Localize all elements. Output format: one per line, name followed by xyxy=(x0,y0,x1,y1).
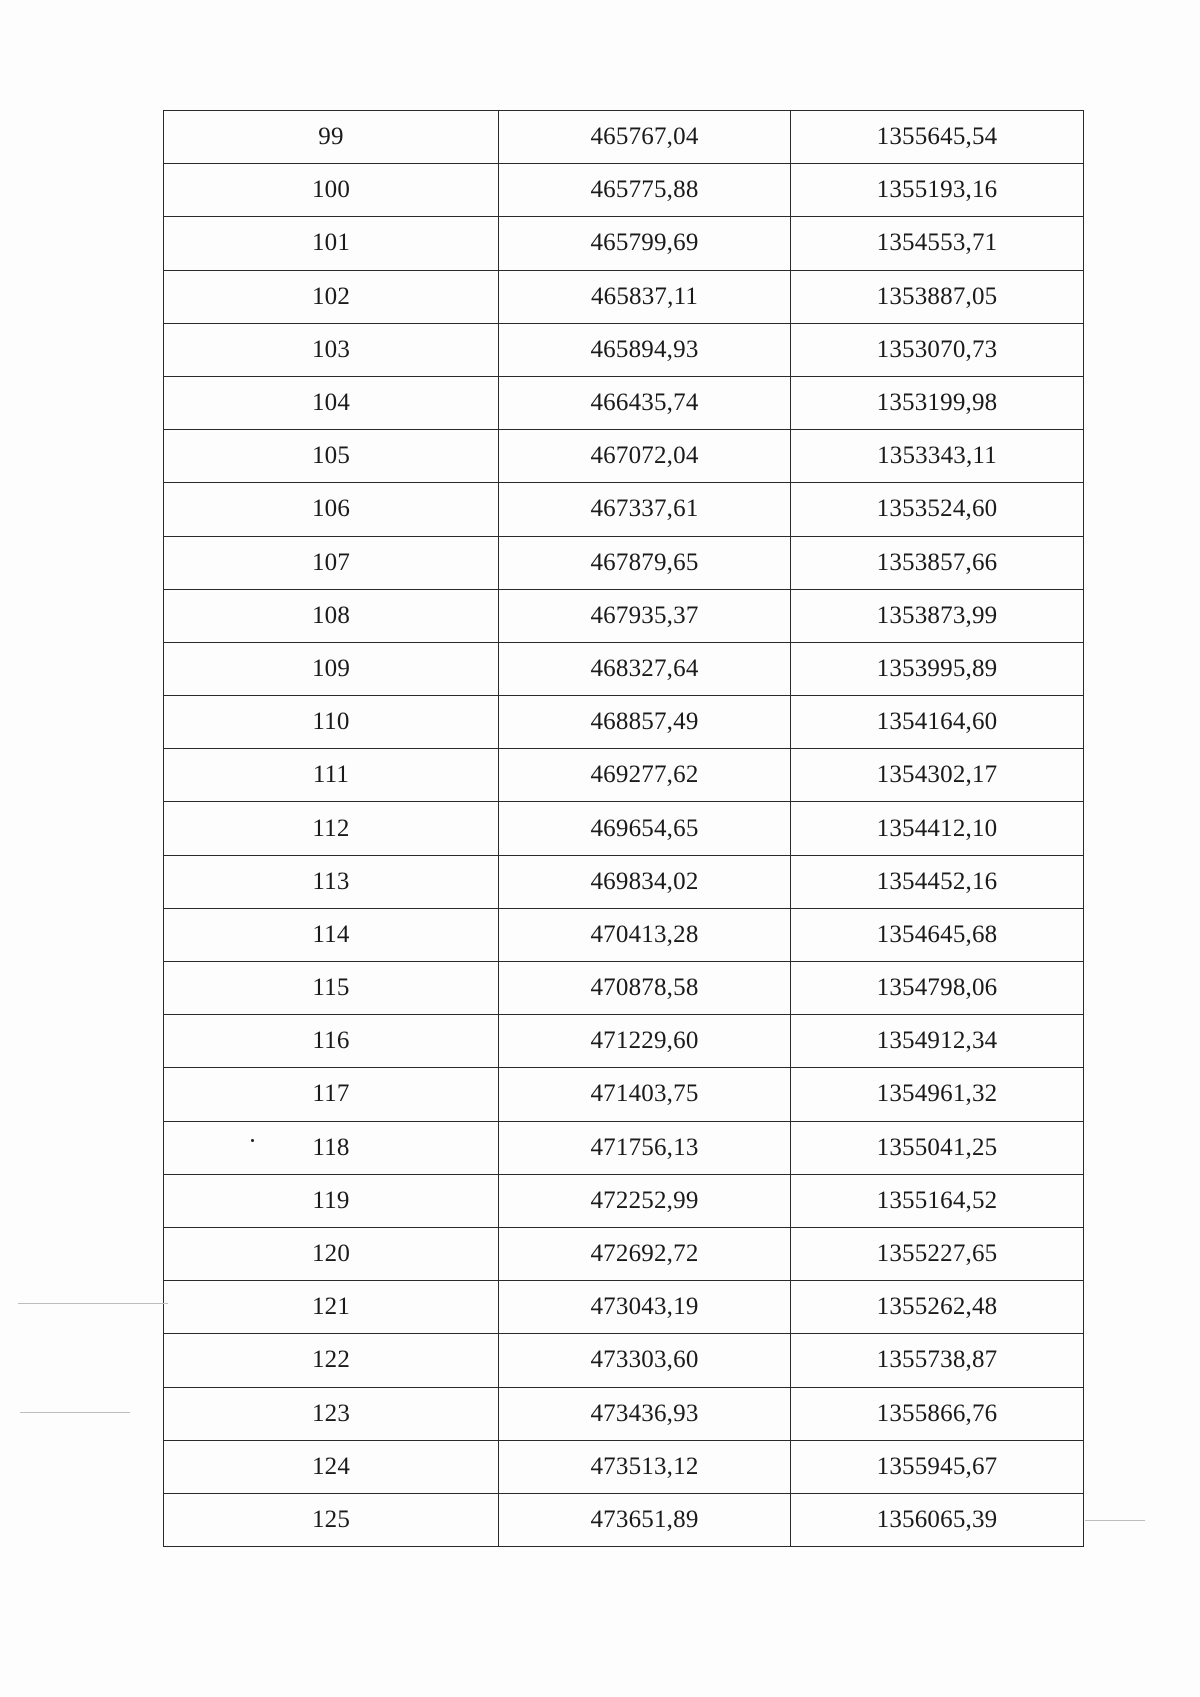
point-number-cell: 109 xyxy=(164,642,499,695)
table-row xyxy=(164,1440,1084,1493)
table-row xyxy=(164,111,1084,164)
x-coordinate-cell: 469277,62 xyxy=(499,749,791,802)
x-coordinate-cell: 467879,65 xyxy=(499,536,791,589)
point-number-cell: 111 xyxy=(164,749,499,802)
point-number-cell: 125 xyxy=(164,1493,499,1546)
y-coordinate-cell: 1353873,99 xyxy=(791,589,1084,642)
point-number-cell: 117 xyxy=(164,1068,499,1121)
scan-bleed-line xyxy=(18,1303,168,1304)
table-row xyxy=(164,536,1084,589)
table-row xyxy=(164,1227,1084,1280)
table-row xyxy=(164,1387,1084,1440)
point-number-cell: 120 xyxy=(164,1227,499,1280)
table-row xyxy=(164,589,1084,642)
table-row xyxy=(164,483,1084,536)
x-coordinate-cell: 468857,49 xyxy=(499,696,791,749)
x-coordinate-cell: 465894,93 xyxy=(499,323,791,376)
table-row xyxy=(164,908,1084,961)
scan-bleed-line xyxy=(1085,1520,1145,1521)
point-number-cell: 100 xyxy=(164,164,499,217)
x-coordinate-cell: 467337,61 xyxy=(499,483,791,536)
y-coordinate-cell: 1353199,98 xyxy=(791,376,1084,429)
x-coordinate-cell: 466435,74 xyxy=(499,376,791,429)
x-coordinate-cell: 465767,04 xyxy=(499,111,791,164)
point-number-cell: 119 xyxy=(164,1174,499,1227)
y-coordinate-cell: 1355227,65 xyxy=(791,1227,1084,1280)
point-number-cell: 124 xyxy=(164,1440,499,1493)
y-coordinate-cell: 1353995,89 xyxy=(791,642,1084,695)
y-coordinate-cell: 1355262,48 xyxy=(791,1281,1084,1334)
x-coordinate-cell: 473303,60 xyxy=(499,1334,791,1387)
table-row xyxy=(164,749,1084,802)
scan-speck xyxy=(251,1139,254,1142)
table-row xyxy=(164,217,1084,270)
coordinates-table xyxy=(163,110,1084,1547)
table-row xyxy=(164,962,1084,1015)
y-coordinate-cell: 1354553,71 xyxy=(791,217,1084,270)
x-coordinate-cell: 467935,37 xyxy=(499,589,791,642)
y-coordinate-cell: 1354164,60 xyxy=(791,696,1084,749)
y-coordinate-cell: 1354961,32 xyxy=(791,1068,1084,1121)
point-number-cell: 104 xyxy=(164,376,499,429)
point-number-cell: 106 xyxy=(164,483,499,536)
point-number-cell: 110 xyxy=(164,696,499,749)
x-coordinate-cell: 472692,72 xyxy=(499,1227,791,1280)
y-coordinate-cell: 1355164,52 xyxy=(791,1174,1084,1227)
x-coordinate-cell: 469654,65 xyxy=(499,802,791,855)
table-row xyxy=(164,164,1084,217)
point-number-cell: 113 xyxy=(164,855,499,908)
x-coordinate-cell: 473513,12 xyxy=(499,1440,791,1493)
point-number-cell: 101 xyxy=(164,217,499,270)
x-coordinate-cell: 473436,93 xyxy=(499,1387,791,1440)
y-coordinate-cell: 1354798,06 xyxy=(791,962,1084,1015)
table-row xyxy=(164,1281,1084,1334)
y-coordinate-cell: 1355041,25 xyxy=(791,1121,1084,1174)
y-coordinate-cell: 1354452,16 xyxy=(791,855,1084,908)
scan-bleed-line xyxy=(20,1412,130,1413)
y-coordinate-cell: 1353343,11 xyxy=(791,430,1084,483)
x-coordinate-cell: 465837,11 xyxy=(499,270,791,323)
y-coordinate-cell: 1353857,66 xyxy=(791,536,1084,589)
point-number-cell: 118 xyxy=(164,1121,499,1174)
point-number-cell: 112 xyxy=(164,802,499,855)
table-row xyxy=(164,696,1084,749)
y-coordinate-cell: 1354412,10 xyxy=(791,802,1084,855)
point-number-cell: 115 xyxy=(164,962,499,1015)
point-number-cell: 103 xyxy=(164,323,499,376)
point-number-cell: 99 xyxy=(164,111,499,164)
point-number-cell: 108 xyxy=(164,589,499,642)
table-row xyxy=(164,323,1084,376)
table-row xyxy=(164,270,1084,323)
x-coordinate-cell: 471756,13 xyxy=(499,1121,791,1174)
y-coordinate-cell: 1353887,05 xyxy=(791,270,1084,323)
point-number-cell: 107 xyxy=(164,536,499,589)
point-number-cell: 105 xyxy=(164,430,499,483)
x-coordinate-cell: 471403,75 xyxy=(499,1068,791,1121)
table-row xyxy=(164,376,1084,429)
coordinates-table-body xyxy=(164,111,1084,1547)
table-row xyxy=(164,430,1084,483)
table-row xyxy=(164,1068,1084,1121)
x-coordinate-cell: 473651,89 xyxy=(499,1493,791,1546)
x-coordinate-cell: 469834,02 xyxy=(499,855,791,908)
point-number-cell: 114 xyxy=(164,908,499,961)
point-number-cell: 121 xyxy=(164,1281,499,1334)
point-number-cell: 123 xyxy=(164,1387,499,1440)
y-coordinate-cell: 1354645,68 xyxy=(791,908,1084,961)
y-coordinate-cell: 1356065,39 xyxy=(791,1493,1084,1546)
x-coordinate-cell: 467072,04 xyxy=(499,430,791,483)
point-number-cell: 122 xyxy=(164,1334,499,1387)
x-coordinate-cell: 470878,58 xyxy=(499,962,791,1015)
y-coordinate-cell: 1355193,16 xyxy=(791,164,1084,217)
x-coordinate-cell: 465799,69 xyxy=(499,217,791,270)
y-coordinate-cell: 1353524,60 xyxy=(791,483,1084,536)
y-coordinate-cell: 1353070,73 xyxy=(791,323,1084,376)
table-row xyxy=(164,642,1084,695)
y-coordinate-cell: 1355738,87 xyxy=(791,1334,1084,1387)
x-coordinate-cell: 472252,99 xyxy=(499,1174,791,1227)
table-row xyxy=(164,1334,1084,1387)
y-coordinate-cell: 1355945,67 xyxy=(791,1440,1084,1493)
table-row xyxy=(164,802,1084,855)
x-coordinate-cell: 468327,64 xyxy=(499,642,791,695)
y-coordinate-cell: 1355866,76 xyxy=(791,1387,1084,1440)
point-number-cell: 116 xyxy=(164,1015,499,1068)
y-coordinate-cell: 1355645,54 xyxy=(791,111,1084,164)
table-row xyxy=(164,1121,1084,1174)
x-coordinate-cell: 470413,28 xyxy=(499,908,791,961)
table-row xyxy=(164,855,1084,908)
table-row xyxy=(164,1015,1084,1068)
y-coordinate-cell: 1354302,17 xyxy=(791,749,1084,802)
y-coordinate-cell: 1354912,34 xyxy=(791,1015,1084,1068)
table-row xyxy=(164,1174,1084,1227)
table-row xyxy=(164,1493,1084,1546)
point-number-cell: 102 xyxy=(164,270,499,323)
x-coordinate-cell: 471229,60 xyxy=(499,1015,791,1068)
x-coordinate-cell: 465775,88 xyxy=(499,164,791,217)
x-coordinate-cell: 473043,19 xyxy=(499,1281,791,1334)
